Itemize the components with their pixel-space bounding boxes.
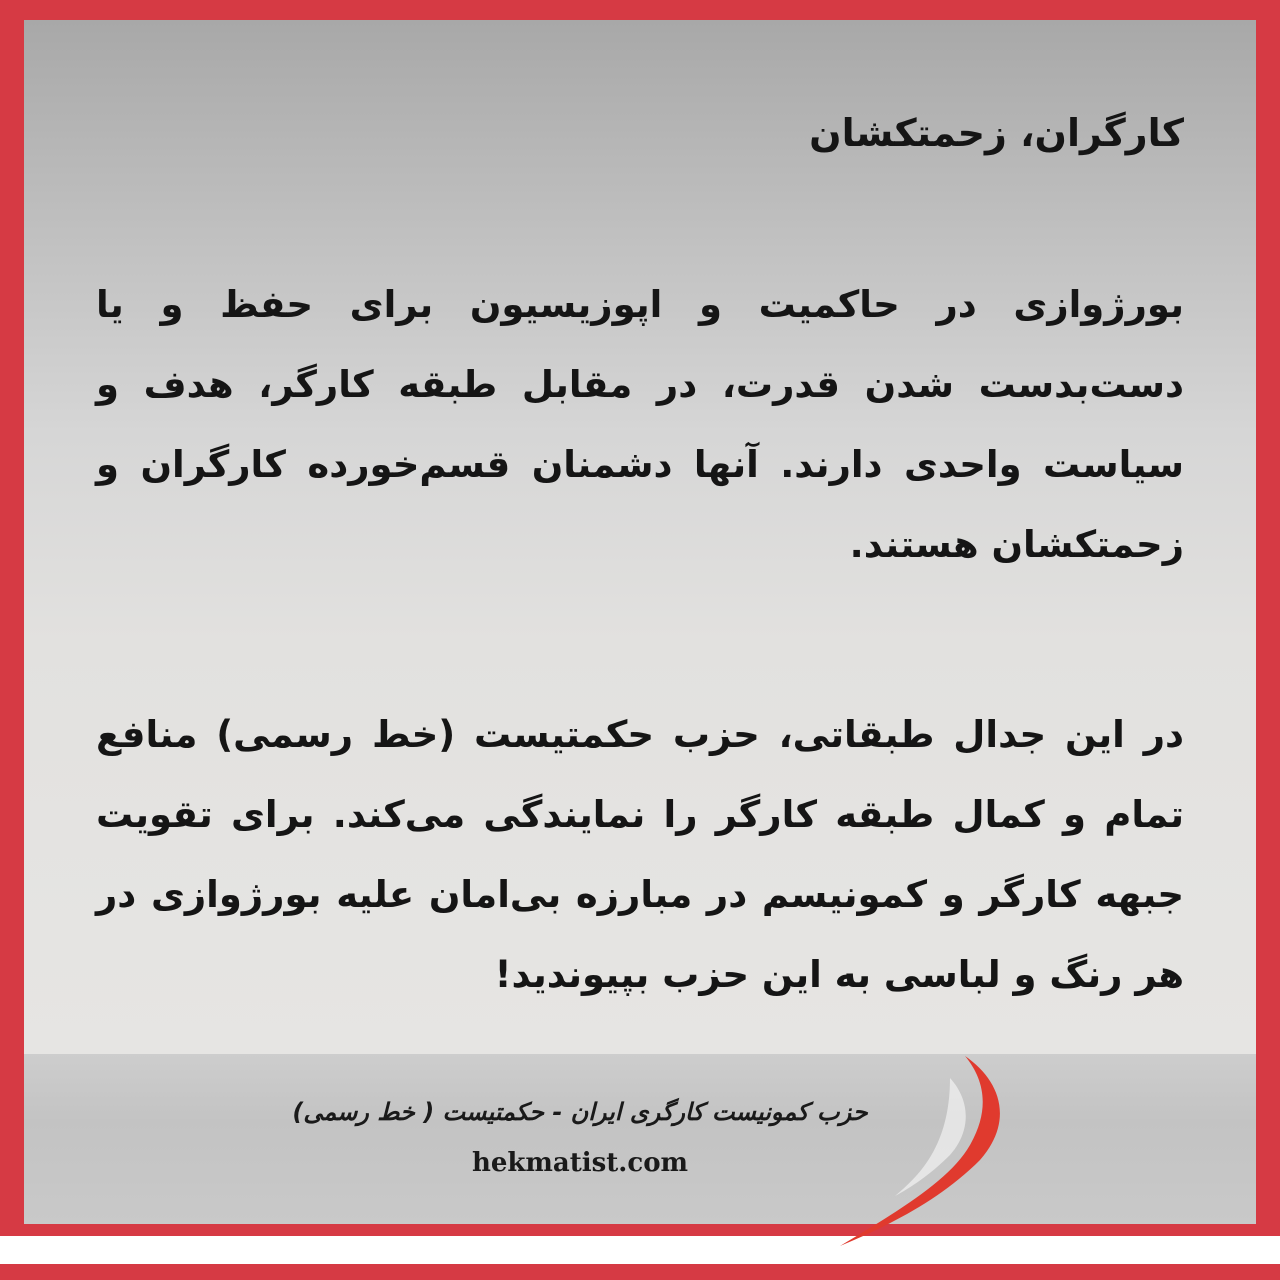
heading: کارگران، زحمتکشان — [809, 111, 1184, 155]
paragraph-1: بورژوازی در حاکمیت و اپوزیسیون برای حفظ و یا دست‌بدست شدن قدرت، در مقابل طبقه کارگر، هدف و سیاست واحدی دارند. آنها دشمنان قسم‌خورده کارگران و زحمتکشان هستند. — [96, 283, 1184, 566]
paragraph-2: در این جدال طبقاتی، حزب حکمتیست (خط رسمی) منافع تمام و کمال طبقه کارگر را نمایندگی می‌کند. برای تقویت جبهه کارگر و کمونیسم در مبارزه بی‌امان علیه بورژوازی در هر رنگ و لباسی به این حزب بپیوندید! — [96, 713, 1184, 996]
footer-website-link[interactable]: hekmatist.com — [471, 1148, 689, 1178]
footer-party-name: حزب کمونیست کارگری ایران - حکمتیست ( خط رسمی) — [292, 1098, 868, 1126]
bottom-white-band — [0, 1236, 1280, 1264]
red-swoosh-icon — [800, 1050, 1040, 1250]
footer-panel — [24, 1054, 1256, 1224]
